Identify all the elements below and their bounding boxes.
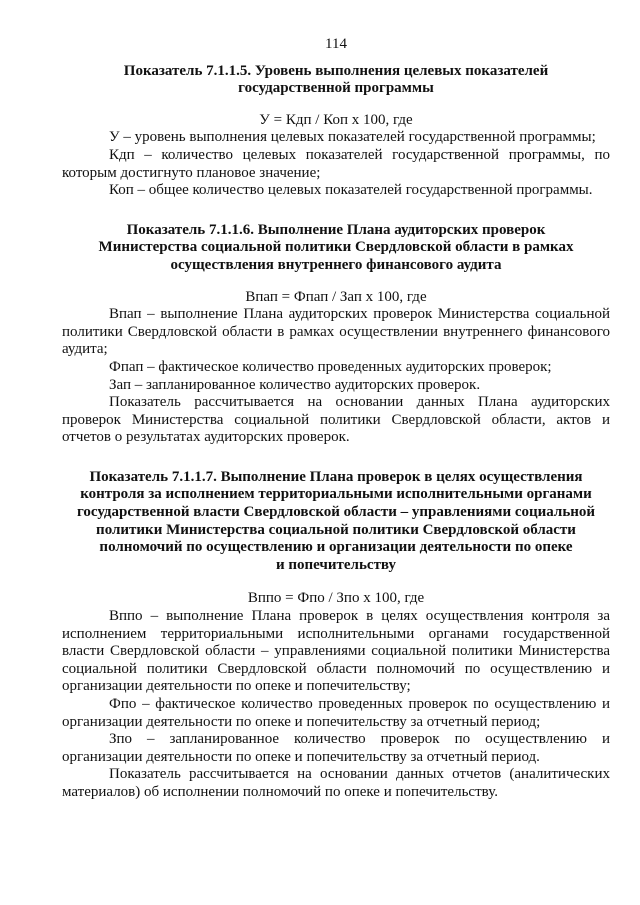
paragraph: Зпо – запланированное количество проверок по осуществлению и организации деятельности по опеке и попечительству за отчетный период. bbox=[62, 731, 610, 765]
formula: У = Кдп / Коп х 100, где bbox=[259, 111, 413, 128]
formula: Вппо = Фпо / Зпо х 100, где bbox=[247, 590, 425, 607]
heading-line: государственной власти Свердловской области – управлениями социальной bbox=[76, 504, 596, 521]
formula: Впап = Фпап / Зап х 100, где bbox=[245, 288, 427, 305]
section-heading-7-1-1-7 bbox=[62, 469, 610, 575]
heading-line: Министерства социальной политики Свердловской области в рамках bbox=[98, 239, 574, 256]
heading-line: контроля за исполнением территориальными исполнительными органами bbox=[80, 486, 592, 503]
paragraph: Кдп – количество целевых показателей государственной программы, по которым достигнуто плановое значение; bbox=[62, 146, 610, 181]
paragraph: Показатель рассчитывается на основании данных отчетов (аналитических материалов) об исполнении полномочий по опеке и попечительству. bbox=[62, 766, 610, 800]
heading-line: полномочий по осуществлению и организации деятельности по опеке bbox=[99, 539, 573, 556]
paragraph: Зап – запланированное количество аудиторских проверок. bbox=[109, 376, 481, 393]
paragraph: Фпап – фактическое количество проведенных аудиторских проверок; bbox=[109, 358, 552, 375]
section-heading-7-1-1-6 bbox=[62, 222, 610, 275]
heading-line: и попечительству bbox=[275, 556, 397, 573]
paragraph: Коп – общее количество целевых показателей государственной программы. bbox=[109, 182, 593, 199]
heading-line: Показатель 7.1.1.7. Выполнение Плана проверок в целях осуществления bbox=[89, 468, 583, 485]
heading-line: государственной программы bbox=[238, 80, 434, 97]
paragraph: Показатель рассчитывается на основании данных Плана аудиторских проверок Министерства социальной политики Свердловской области, актов и отчетов о результатах аудиторских проверок. bbox=[62, 394, 610, 446]
heading-line: осуществления внутреннего финансового аудита bbox=[170, 256, 502, 273]
paragraph: Вппо – выполнение Плана проверок в целях осуществления контроля за исполнением территориальными исполнительными органами государственной власти Свердловской области – управлениями социальной политики Министерства социальной политики Свердловской области полномочий по осуществлению и организации деятельности по опеке и попечительству; bbox=[62, 608, 610, 695]
document-page bbox=[62, 36, 610, 802]
heading-line: Показатель 7.1.1.5. Уровень выполнения целевых показателей bbox=[123, 62, 549, 79]
paragraph: Фпо – фактическое количество проведенных проверок по осуществлению и организации деятельности по опеке и попечительству за отчетный период; bbox=[62, 696, 610, 730]
paragraph: Впап – выполнение Плана аудиторских проверок Министерства социальной политики Свердловской области в рамках осуществлении внутреннего финансового аудита; bbox=[62, 306, 610, 358]
heading-line: политики Министерства социальной политики Свердловской области bbox=[96, 521, 576, 538]
paragraph: У – уровень выполнения целевых показателей государственной программы; bbox=[109, 129, 596, 146]
section-heading-7-1-1-5 bbox=[62, 63, 610, 98]
page-number: 114 bbox=[325, 36, 347, 52]
heading-line: Показатель 7.1.1.6. Выполнение Плана аудиторских проверок bbox=[126, 221, 546, 238]
